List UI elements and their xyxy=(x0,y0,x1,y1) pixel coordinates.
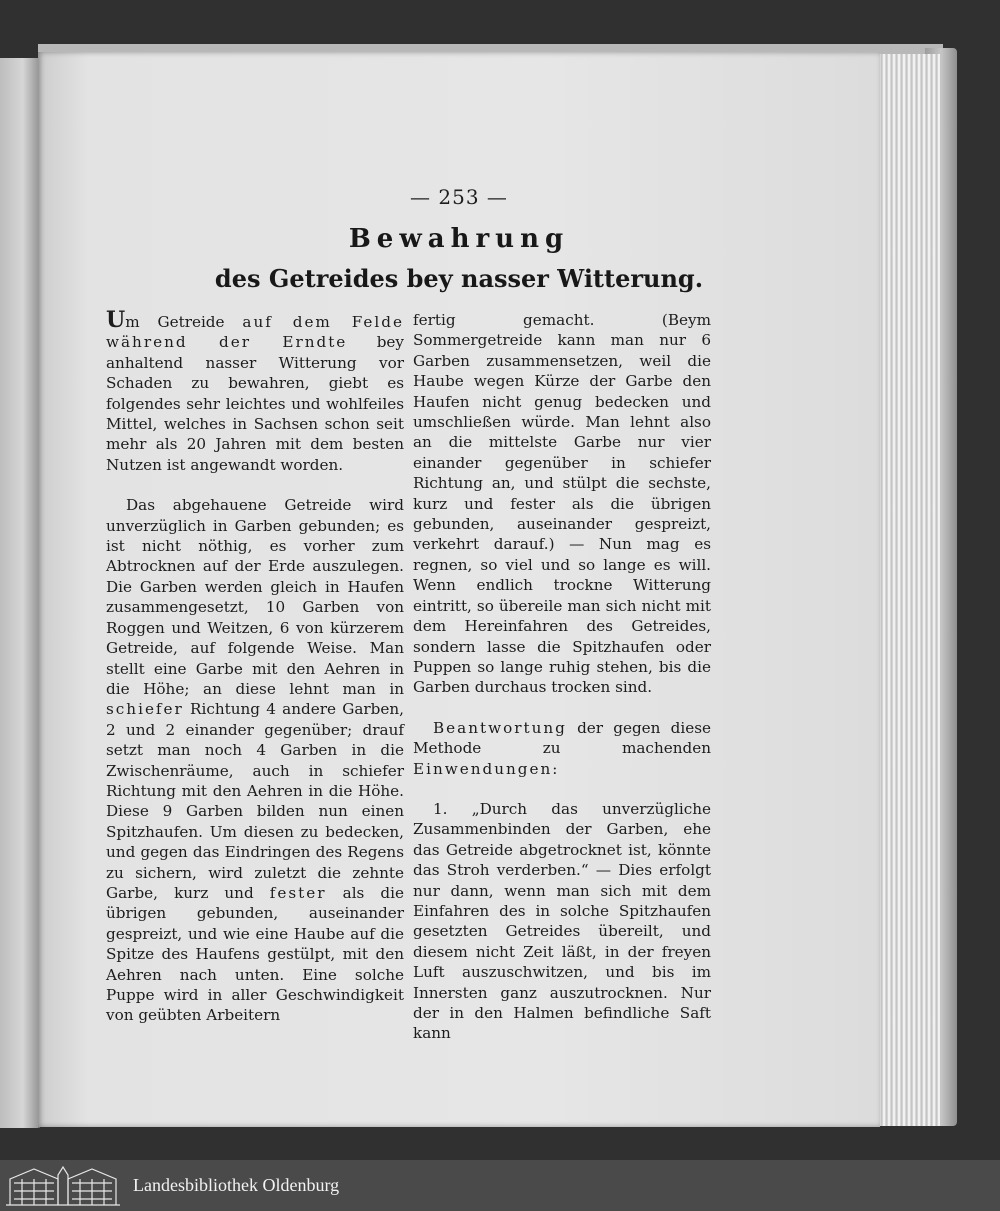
library-footer xyxy=(0,1160,1000,1211)
spaced-text: schiefer xyxy=(106,700,184,719)
library-building-logo-icon xyxy=(4,1163,122,1207)
page-subtitle: des Getreides bey nasser Witterung. xyxy=(214,264,704,293)
right-text-column xyxy=(413,310,711,1044)
book-page xyxy=(38,52,880,1127)
paragraph-answers-heading xyxy=(413,718,711,779)
text-run: Das abgehauene Getreide wird unverzüglich in Garben gebunden; es ist nicht nöthig, es vorher zum Abtrocknen auf der Erde auszulegen. Die Garben werden gleich in Haufen zusammengesetzt, 10 Garben von Roggen und Weitzen, 6 von kürzerem Getreide, auf folgende Weise. Man stellt eine Garbe mit den Aehren in die Höhe; an diese lehnt man in xyxy=(106,496,404,698)
left-text-column xyxy=(106,307,405,1026)
page-fore-edge xyxy=(878,54,940,1126)
page-number: — 253 — xyxy=(410,185,508,209)
paragraph-objection-1: 1. „Durch das unverzügliche Zusammenbinden der Garben, ehe das Getreide abgetrocknet ist, könnte das Stroh verderben.“ — Dies erfolgt nur dann, wenn man sich mit dem Einfahren des in solche Spitzhaufen gesetzten Getreides übereilt, und diesem nicht Zeit läßt, in der freyen Luft auszuschwitzen, und bis im Innersten ganz auszutrocknen. Nur der in den Halmen befindliche Saft kann xyxy=(413,799,711,1043)
drop-cap: U xyxy=(106,307,126,333)
page-title: Bewahrung xyxy=(348,224,570,254)
text-run: als die übrigen gebunden, auseinander gespreizt, und wie eine Haube auf die Spitze des Haufens gestülpt, mit den Aehren nach unten. Eine solche Puppe wird in aller Geschwindigkeit von geübten Arbeitern xyxy=(106,883,404,1025)
spaced-text: Beantwortung xyxy=(433,718,567,737)
paragraph-method xyxy=(106,495,404,1026)
text-run: Richtung 4 andere Garben, 2 und 2 einander gegenüber; drauf setzt man noch 4 Garben in die Zwischenräume, auch in schiefer Richtung mit den Aehren in die Höhe. Diese 9 Garben bilden nun einen Spitzhaufen. Um diesen zu bedecken, und gegen das Eindringen des Regens zu sichern, wird zuletzt die zehnte Garbe, kurz und xyxy=(106,700,404,902)
paragraph-intro xyxy=(106,307,405,475)
spaced-text: fester xyxy=(269,883,327,902)
spaced-text: auf dem Felde während der Erndte xyxy=(106,313,404,352)
text-run: bey anhaltend nasser Witterung vor Schaden zu bewahren, giebt es folgendes sehr leichtes und wohlfeiles Mittel, welches in Sachsen schon seit mehr als 20 Jahren mit dem besten Nutzen ist angewandt worden. xyxy=(106,333,405,474)
text-run: m Getreide xyxy=(125,313,243,331)
library-name: Landesbibliothek Oldenburg xyxy=(133,1175,340,1195)
text-run: der gegen diese Methode zu machenden xyxy=(413,718,711,758)
left-page-edge xyxy=(0,58,40,1128)
spaced-text: Einwendungen: xyxy=(413,759,560,778)
paragraph-continuation: fertig gemacht. (Beym Sommergetreide kann man nur 6 Garben zusammensetzen, weil die Haube wegen Kürze der Garbe den Haufen nicht genug bedecken und umschließen würde. Man lehnt also an die mittelste Garbe nur vier einander gegenüber in schiefer Richtung an, und stülpt die sechste, kurz und fester als die übrigen gebunden, auseinander gespreizt, verkehrt darauf.) — Nun mag es regnen, so viel und so lange es will. Wenn endlich trockne Witterung eintritt, so übereile man sich nicht mit dem Hereinfahren des Getreides, sondern lasse die Spitzhaufen oder Puppen so lange ruhig stehen, bis die Garben durchaus trocken sind. xyxy=(413,311,711,697)
